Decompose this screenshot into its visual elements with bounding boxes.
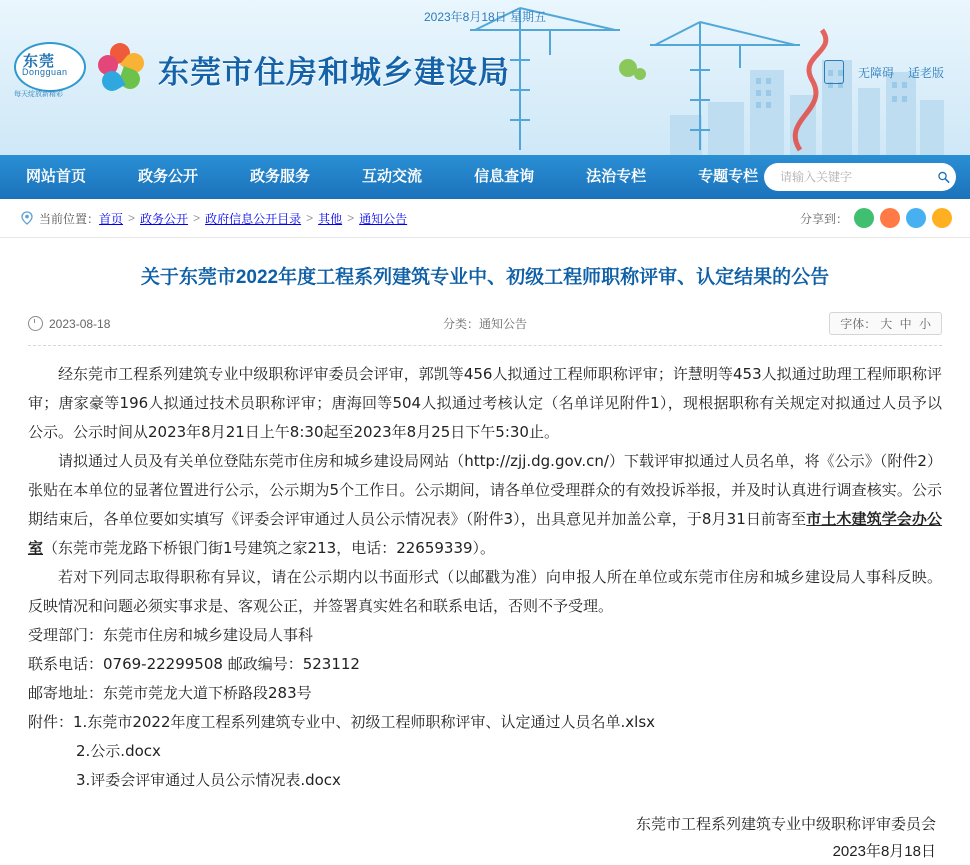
font-size-small[interactable]: 小 [918, 317, 931, 331]
signature-date: 2023年8月18日 [832, 842, 936, 860]
attachment-item-2[interactable]: 2.公示.docx [76, 741, 161, 760]
site-header [0, 0, 970, 155]
search-box[interactable] [764, 163, 956, 191]
attachment-row-3 [28, 766, 942, 795]
attachment-list [28, 708, 942, 795]
paragraph-2-text: 请拟通过人员及有关单位登陆东莞市住房和城乡建设局网站（http://zjj.dg.gov.cn/）下载评审拟通过人员名单，将《公示》（附件2）张贴在本单位的显著位置进行公示，公示期为5个工作日。公示期间，请各单位受理群众的有效投诉举报，并及时认真进行调查核实。公示期结束后，各单位要如实填写《评委会评审通过人员公示情况表》（附件3），出具意见并加盖公章，于8月31日前寄至 [28, 451, 942, 528]
paragraph-2 [28, 447, 942, 563]
article [0, 264, 970, 865]
signature-org: 东莞市工程系列建筑专业中级职称评审委员会 [635, 815, 936, 833]
paragraph-3: 若对下列同志取得职称有异议，请在公示期内以书面形式（以邮戳为准）向申报人所在单位或东莞市住房和城乡建设局人事科反映。反映情况和问题必须实事求是、客观公正，并签署真实姓名和联系电话，否则不予受理。 [28, 567, 942, 615]
share-group [800, 208, 952, 228]
font-size-label: 字体： [840, 317, 877, 331]
breadcrumb-item-2[interactable]: 政府信息公开目录 [205, 211, 302, 226]
nav-item-interaction[interactable]: 互动交流 [362, 168, 423, 185]
contact-line-3: 邮寄地址：东莞市莞龙大道下桥路段283号 [28, 683, 312, 702]
site-title: 东莞市住房和城乡建设局 [158, 54, 510, 90]
office-highlight: 市土木建筑学会办公室 [28, 509, 942, 557]
header-date: 2023年8月18日 星期五 [423, 10, 547, 24]
article-body [28, 360, 942, 795]
share-label: 分享到： [799, 211, 848, 226]
contact-line-1: 受理部门：东莞市住房和城乡建设局人事科 [28, 625, 314, 644]
emblem-en-text: Dongguan [22, 67, 68, 77]
breadcrumb-separator: > [347, 211, 355, 225]
site-logo-group[interactable] [14, 38, 510, 100]
article-category-value: 通知公告 [479, 317, 528, 331]
breadcrumb [0, 199, 970, 238]
font-size-medium[interactable]: 中 [899, 317, 912, 331]
share-qq-icon[interactable] [906, 208, 926, 228]
breadcrumb-separator: > [306, 211, 314, 225]
share-wechat-icon[interactable] [854, 208, 874, 228]
flower-icon [94, 43, 150, 95]
main-navigation [0, 155, 970, 199]
article-meta [28, 313, 942, 346]
font-size-large[interactable]: 大 [880, 317, 893, 331]
nav-item-home[interactable]: 网站首页 [26, 168, 87, 185]
dongguan-emblem-icon [14, 38, 90, 100]
contact-line-2: 联系电话：0769-22299508 邮政编号：523112 [28, 654, 360, 673]
breadcrumb-prefix: 当前位置： [39, 211, 100, 226]
breadcrumb-item-3[interactable]: 其他 [318, 211, 343, 226]
share-favorite-icon[interactable] [932, 208, 952, 228]
search-icon[interactable] [937, 167, 950, 187]
article-date: 2023-08-18 [49, 316, 111, 331]
article-category [443, 315, 527, 332]
paragraph-1: 经东莞市工程系列建筑专业中级职称评审委员会评审，郭凯等456人拟通过工程师职称评审；许慧明等453人拟通过助理工程师职称评审；唐家豪等196人拟通过技术员职称评审；唐海回等504人拟通过考核认定（名单详见附件1），现根据职称有关规定对拟通过人员予以公示。公示时间从2023年8月21日上午8:30起至2023年8月25日下午5:30止。 [28, 364, 942, 441]
paragraph-2-tail: （东莞市莞龙路下桥银门街1号建筑之家213，电话：22659339）。 [43, 538, 496, 557]
search-input[interactable] [778, 169, 937, 185]
font-size-switcher[interactable] [829, 312, 942, 335]
breadcrumb-separator: > [128, 211, 136, 225]
elder-mode-link[interactable]: 适老版 [907, 65, 944, 80]
attachment-row-1 [28, 708, 942, 737]
nav-item-topics[interactable]: 专题专栏 [698, 168, 759, 185]
page-title: 关于东莞市2022年度工程系列建筑专业中、初级工程师职称评审、认定结果的公告 [140, 267, 830, 288]
article-category-label: 分类： [442, 317, 479, 331]
clock-icon [28, 316, 43, 331]
mobile-icon[interactable] [824, 60, 844, 84]
attachment-row-2 [28, 737, 942, 766]
header-tools [824, 60, 944, 84]
accessibility-link[interactable]: 无障碍 [857, 65, 894, 80]
article-signature [28, 811, 942, 865]
attachment-item-1[interactable]: 1.东莞市2022年度工程系列建筑专业中、初级工程师职称评审、认定通过人员名单.xlsx [73, 712, 656, 731]
nav-item-information-query[interactable]: 信息查询 [474, 168, 535, 185]
nav-item-rule-of-law[interactable]: 法治专栏 [586, 168, 647, 185]
attachment-item-3[interactable]: 3.评委会评审通过人员公示情况表.docx [76, 770, 341, 789]
emblem-cn-text: 东莞 [23, 53, 56, 70]
location-pin-icon [20, 211, 34, 225]
breadcrumb-item-1[interactable]: 政务公开 [140, 211, 189, 226]
breadcrumb-item-4[interactable]: 通知公告 [359, 211, 408, 226]
nav-item-government-disclosure[interactable]: 政务公开 [138, 168, 199, 185]
attachments-label: 附件： [28, 712, 74, 731]
emblem-slogan-text: 每天绽放新精彩 [14, 91, 63, 98]
breadcrumb-item-0[interactable]: 首页 [99, 211, 124, 226]
nav-item-government-services[interactable]: 政务服务 [250, 168, 311, 185]
share-sina-icon[interactable] [880, 208, 900, 228]
breadcrumb-separator: > [193, 211, 201, 225]
